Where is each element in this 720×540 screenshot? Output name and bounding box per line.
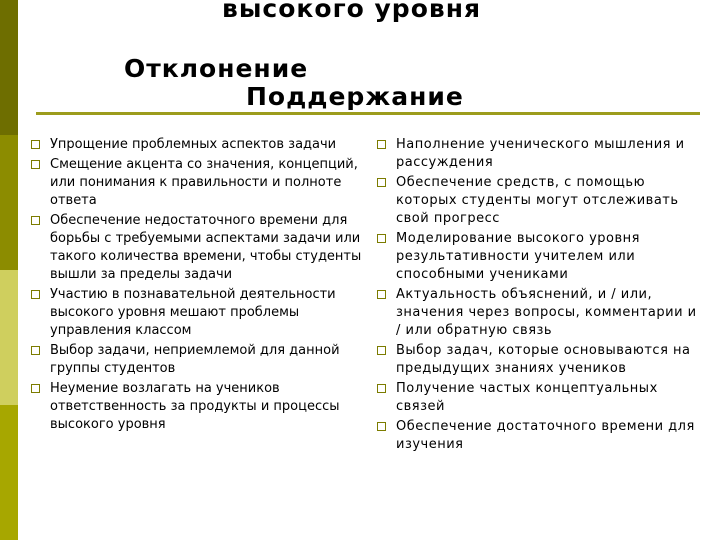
square-bullet-icon (31, 160, 40, 169)
list-item (30, 156, 370, 210)
list-item (376, 418, 704, 454)
list-item (376, 286, 704, 340)
list-item-text: Моделирование высокого уровня результативности учителем или способными учениками (396, 231, 640, 282)
list-item-text: Выбор задачи, неприемлемой для данной группы студентов (50, 343, 340, 376)
list-item (376, 380, 704, 416)
list-item (30, 212, 370, 284)
slide-title: высокого уровня (222, 0, 482, 23)
list-item-text: Смещение акцента со значения, концепций, или понимания к правильности и полноте ответа (50, 157, 358, 208)
list-item-text: Актуальность объяснений, и / или, значения через вопросы, комментарии и / или обратную связь (396, 287, 697, 338)
list-item-text: Обеспечение достаточного времени для изучения (396, 419, 695, 452)
sidebar-segment (0, 270, 18, 405)
list-item (30, 136, 370, 154)
sidebar-segment (0, 405, 18, 540)
column-heading-support: Поддержание (246, 82, 464, 111)
square-bullet-icon (377, 422, 386, 431)
sidebar-color-bar (0, 0, 18, 540)
square-bullet-icon (31, 216, 40, 225)
square-bullet-icon (377, 234, 386, 243)
list-item (376, 136, 704, 172)
list-item (376, 174, 704, 228)
column-heading-deviation: Отклонение (124, 54, 309, 83)
square-bullet-icon (377, 178, 386, 187)
list-item-text: Получение частых концептуальных связей (396, 381, 658, 414)
square-bullet-icon (31, 346, 40, 355)
square-bullet-icon (31, 290, 40, 299)
list-item-text: Упрощение проблемных аспектов задачи (50, 137, 337, 152)
list-item-text: Обеспечение недостаточного времени для борьбы с требуемыми аспектами задачи или такого количества времени, чтобы студенты вышли за пределы задачи (50, 213, 362, 282)
divider-line (36, 112, 700, 115)
list-item (30, 342, 370, 378)
list-item (30, 380, 370, 434)
list-item-text: Выбор задач, которые основываются на предыдущих знаниях учеников (396, 343, 691, 376)
square-bullet-icon (377, 140, 386, 149)
list-item-text: Участию в познавательной деятельности высокого уровня мешают проблемы управления классом (50, 287, 336, 338)
square-bullet-icon (377, 384, 386, 393)
list-item-text: Наполнение ученического мышления и рассуждения (396, 137, 685, 170)
sidebar-segment (0, 0, 18, 135)
square-bullet-icon (31, 140, 40, 149)
list-item (376, 342, 704, 378)
list-item-text: Обеспечение средств, с помощью которых студенты могут отслеживать свой прогресс (396, 175, 679, 226)
square-bullet-icon (377, 346, 386, 355)
list-item-text: Неумение возлагать на учеников ответственность за продукты и процессы высокого уровня (50, 381, 340, 432)
support-list (376, 136, 704, 456)
sidebar-segment (0, 135, 18, 270)
list-item (30, 286, 370, 340)
list-item (376, 230, 704, 284)
square-bullet-icon (377, 290, 386, 299)
square-bullet-icon (31, 384, 40, 393)
deviation-list (30, 136, 370, 436)
